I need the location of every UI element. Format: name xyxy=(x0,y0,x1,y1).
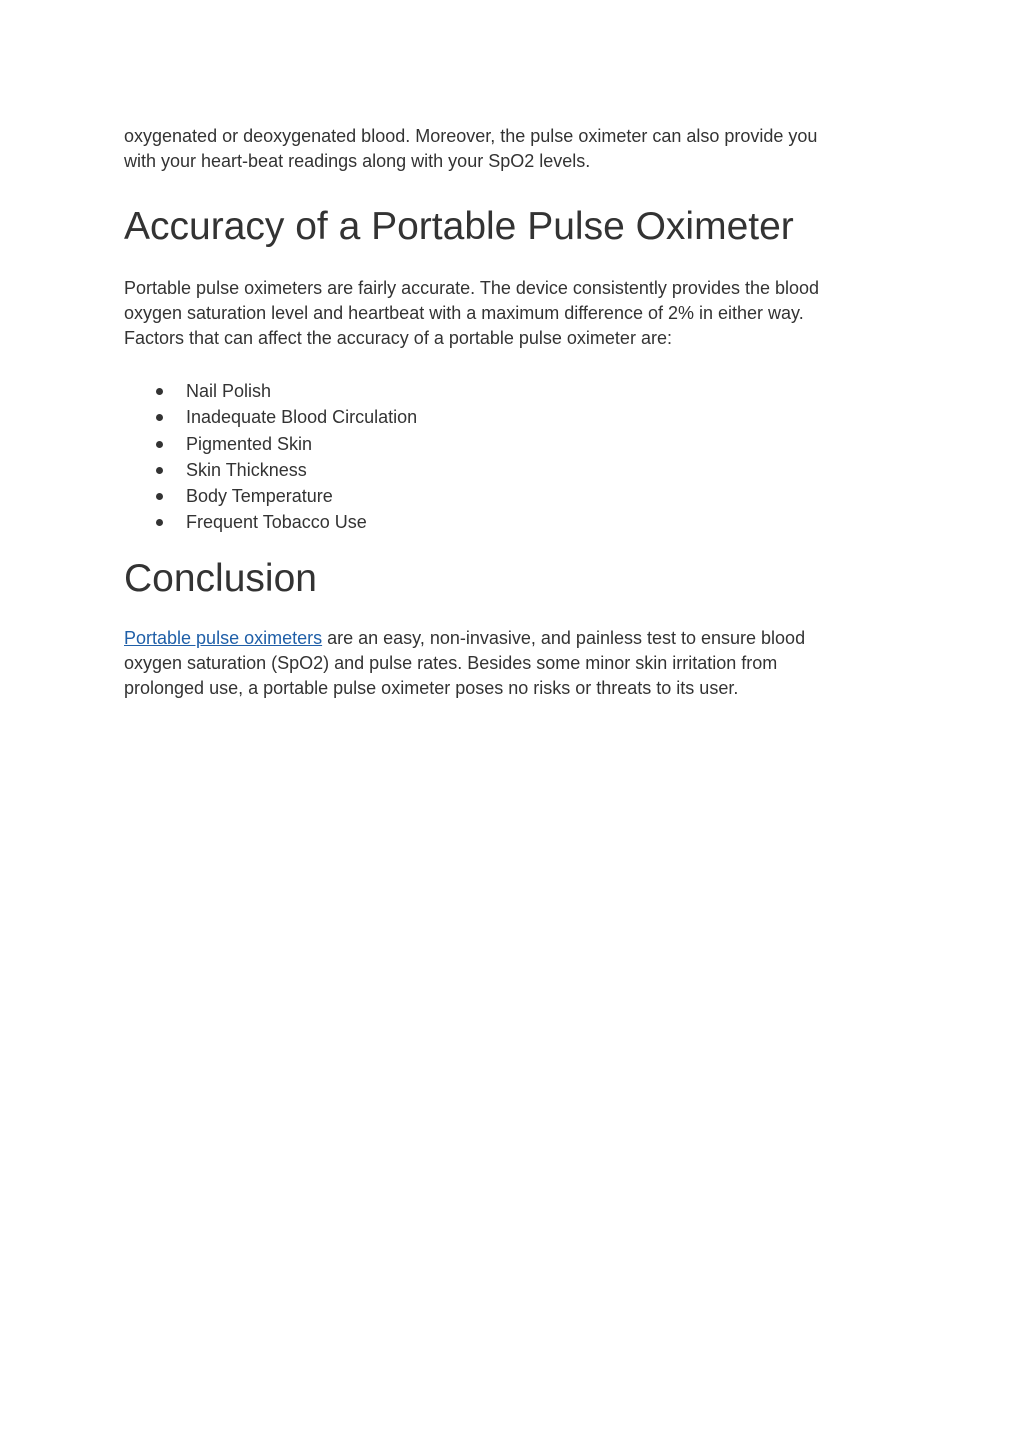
bullet-icon xyxy=(156,414,163,421)
document-page xyxy=(124,124,884,701)
bullet-icon xyxy=(156,519,163,526)
list-item xyxy=(124,378,884,404)
list-item xyxy=(124,509,884,535)
bullet-icon xyxy=(156,467,163,474)
bullet-icon xyxy=(156,388,163,395)
conclusion-paragraph xyxy=(124,626,884,701)
conclusion-heading: Conclusion xyxy=(124,556,317,600)
list-item xyxy=(124,431,884,457)
list-item-text: Pigmented Skin xyxy=(186,433,313,454)
list-item-text: Body Temperature xyxy=(186,486,333,507)
list-item xyxy=(124,404,884,430)
bullet-icon xyxy=(156,441,163,448)
conclusion-paragraph-text: are an easy, non-invasive, and painless test to ensure blood oxygen saturation (SpO2) and pulse rates. Besides some minor skin irritation from prolonged use, a portable pulse oximeter poses no risks or threats to its user. xyxy=(124,627,806,698)
list-item xyxy=(124,457,884,483)
intro-paragraph: oxygenated or deoxygenated blood. Moreover, the pulse oximeter can also provide you with your heart-beat readings along with your SpO2 levels. xyxy=(124,126,818,171)
bullet-icon xyxy=(156,493,163,500)
list-item xyxy=(124,483,884,509)
list-item-text: Inadequate Blood Circulation xyxy=(186,407,418,428)
accuracy-paragraph: Portable pulse oximeters are fairly accurate. The device consistently provides the blood oxygen saturation level and heartbeat with a maximum difference of 2% in either way. Factors that can affect the accuracy of a portable pulse oximeter are: xyxy=(124,278,820,348)
portable-pulse-oximeters-link[interactable]: Portable pulse oximeters xyxy=(124,627,323,648)
list-item-text: Frequent Tobacco Use xyxy=(186,512,367,533)
accuracy-heading: Accuracy of a Portable Pulse Oximeter xyxy=(124,205,794,248)
list-item-text: Skin Thickness xyxy=(186,459,307,480)
accuracy-factors-list xyxy=(124,378,884,536)
list-item-text: Nail Polish xyxy=(186,381,272,401)
